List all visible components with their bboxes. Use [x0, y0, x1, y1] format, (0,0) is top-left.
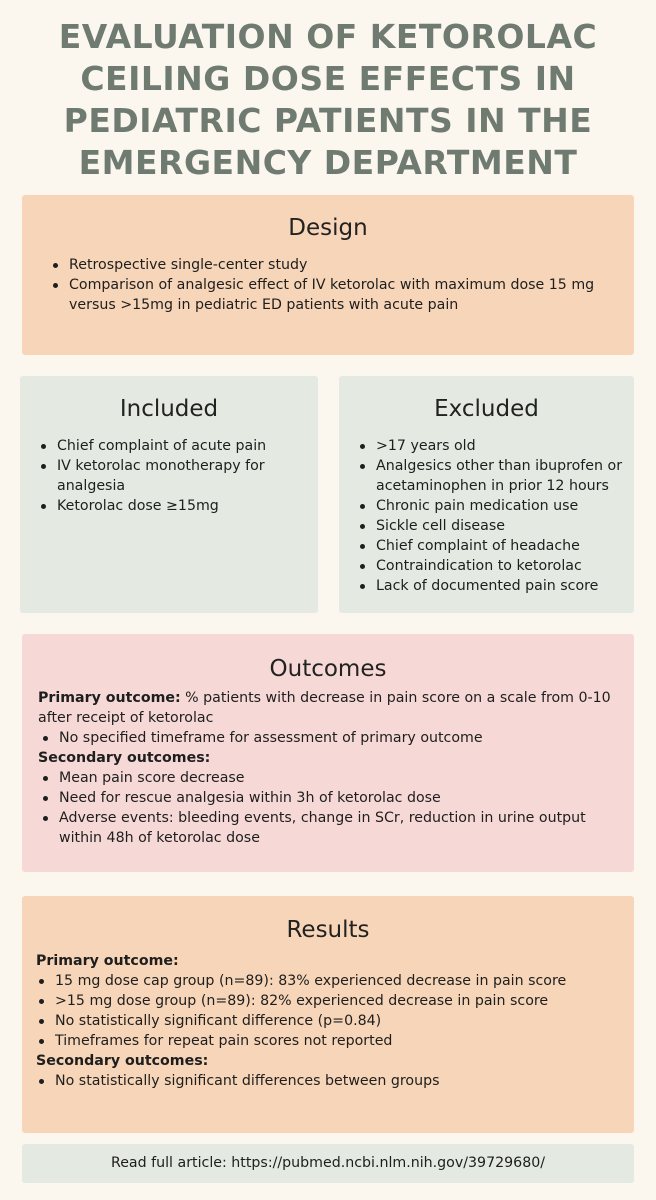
list-item: Need for rescue analgesia within 3h of ketorolac dose [40, 788, 618, 808]
primary-outcome-label: Primary outcome: [38, 690, 181, 706]
list-item: Analgesics other than ibuprofen or acetaminophen in prior 12 hours [357, 456, 627, 496]
results-primary-list [36, 971, 622, 1051]
results-heading: Results [286, 917, 370, 943]
primary-outcome-list [40, 728, 618, 748]
included-panel [20, 376, 318, 613]
excluded-heading: Excluded [434, 396, 539, 422]
excluded-list [357, 436, 627, 596]
list-item: Mean pain score decrease [40, 768, 618, 788]
list-item: Contraindication to ketorolac [357, 556, 627, 576]
list-item: Lack of documented pain score [357, 576, 627, 596]
article-link-text: Read full article: https://pubmed.ncbi.nlm.nih.gov/39729680/ [110, 1155, 546, 1171]
results-secondary-label: Secondary outcomes: [36, 1053, 209, 1069]
included-list [38, 436, 308, 516]
list-item: >17 years old [357, 436, 627, 456]
outcomes-panel [22, 634, 634, 872]
list-item: Chief complaint of acute pain [38, 436, 308, 456]
design-panel [22, 195, 634, 355]
list-item: No statistically significant differences between groups [36, 1071, 622, 1091]
article-link-footer [22, 1144, 634, 1183]
list-item: No specified timeframe for assessment of primary outcome [40, 728, 618, 748]
list-item: Ketorolac dose ≥15mg [38, 496, 308, 516]
primary-outcome-description: % patients with decrease in pain score on a scale from 0-10 after receipt of ketorolac [38, 690, 611, 726]
list-item: Chief complaint of headache [357, 536, 627, 556]
list-item: >15 mg dose group (n=89): 82% experienced decrease in pain score [36, 991, 622, 1011]
list-item: Retrospective single-center study [50, 255, 620, 275]
list-item: Timeframes for repeat pain scores not reported [36, 1031, 622, 1051]
included-heading: Included [119, 396, 219, 422]
results-primary-label: Primary outcome: [36, 953, 179, 969]
list-item: 15 mg dose cap group (n=89): 83% experienced decrease in pain score [36, 971, 622, 991]
design-heading: Design [288, 215, 368, 241]
primary-outcome-text [38, 688, 618, 728]
list-item: No statistically significant difference (p=0.84) [36, 1011, 622, 1031]
outcomes-heading: Outcomes [269, 656, 387, 682]
list-item: Sickle cell disease [357, 516, 627, 536]
secondary-outcomes-label: Secondary outcomes: [38, 750, 211, 766]
results-panel [22, 896, 634, 1133]
list-item: Comparison of analgesic effect of IV ketorolac with maximum dose 15 mg versus >15mg in pediatric ED patients with acute pain [50, 275, 620, 315]
design-list [50, 255, 620, 315]
page-title: EVALUATION OF KETOROLAC CEILING DOSE EFFECTS IN PEDIATRIC PATIENTS IN THE EMERGENCY DEPARTMENT [58, 17, 598, 182]
list-item: Chronic pain medication use [357, 496, 627, 516]
secondary-outcomes-list [40, 768, 618, 848]
list-item: Adverse events: bleeding events, change in SCr, reduction in urine output within 48h of ketorolac dose [40, 808, 618, 848]
excluded-panel [339, 376, 634, 613]
results-secondary-list [36, 1071, 622, 1091]
list-item: IV ketorolac monotherapy for analgesia [38, 456, 308, 496]
